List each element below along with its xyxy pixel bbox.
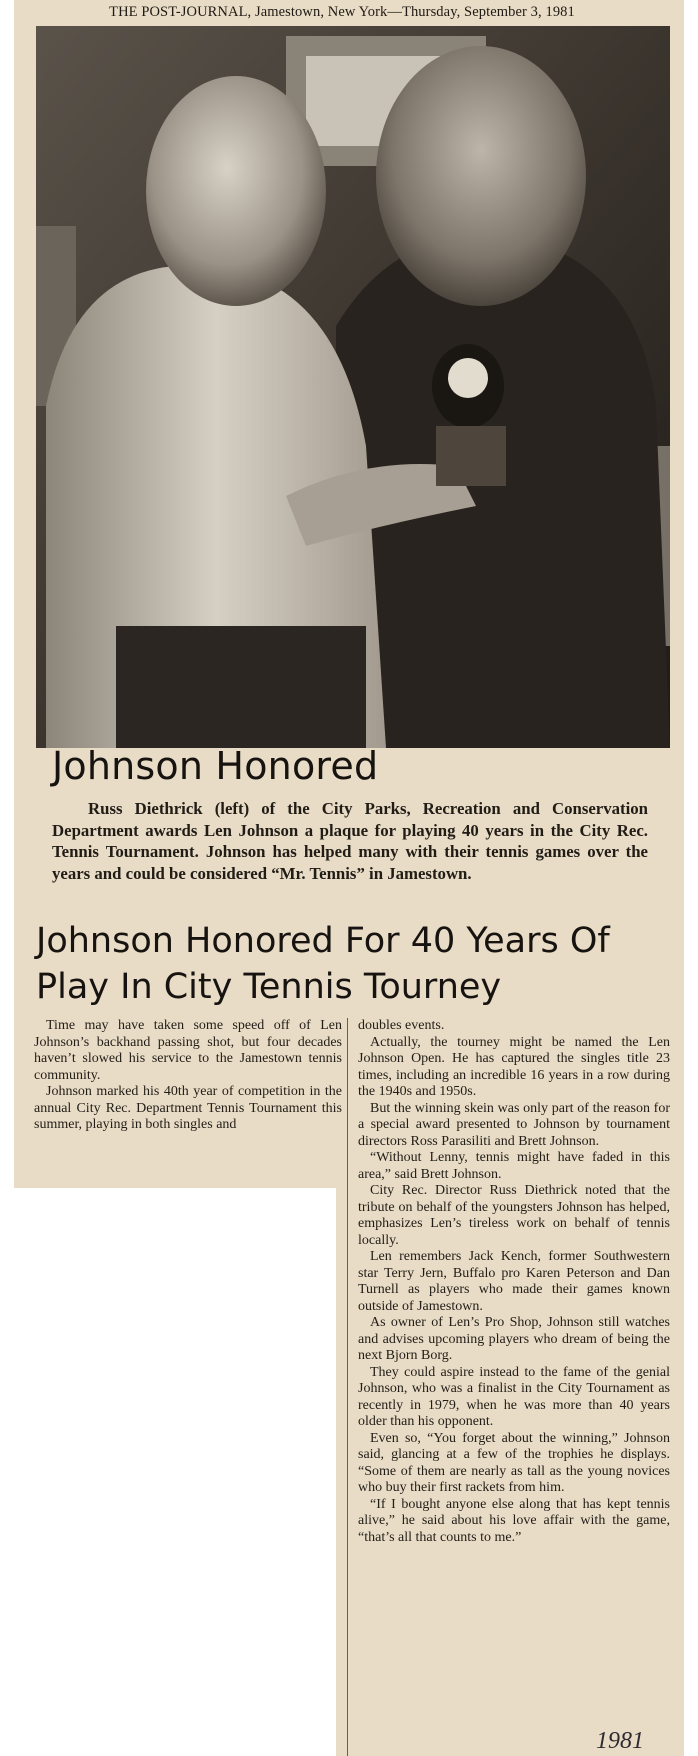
article-paragraph: But the winning skein was only part of the reason for a special award presented to Johnson by tournament directors Ross Parasiliti and Brett Johnson. bbox=[358, 1100, 670, 1149]
dateline: THE POST-JOURNAL, Jamestown, New York—Thursday, September 3, 1981 bbox=[109, 4, 575, 20]
article-paragraph: Even so, “You forget about the winning,” Johnson said, glancing at a few of the trophies he displays. “Some of them are nearly as tall as the young novices who buy their first rackets from him. bbox=[358, 1430, 670, 1495]
article-paragraph: “Without Lenny, tennis might have faded in this area,” said Brett Johnson. bbox=[358, 1150, 670, 1182]
article-paragraph: Johnson marked his 40th year of competition in the annual City Rec. Department Tennis Tournament this summer, playing in both singles and bbox=[34, 1084, 342, 1132]
article-paragraph: As owner of Len’s Pro Shop, Johnson still watches and advises upcoming players who dream of being the next Bjorn Borg. bbox=[358, 1315, 670, 1363]
article-paragraph: Time may have taken some speed off of Len Johnson’s backhand passing shot, but four decades haven’t slowed his service to the Jamestown tennis community. bbox=[34, 1018, 342, 1083]
article-headline: Johnson Honored For 40 Years Of Play In City Tennis Tourney bbox=[36, 921, 610, 1007]
article-paragraph: “If I bought anyone else along that has kept tennis alive,” he said about his love affair with the game, “that’s all that counts to me.” bbox=[358, 1496, 670, 1545]
photo-headline: Johnson Honored bbox=[52, 744, 379, 788]
article-column-left bbox=[34, 1018, 342, 1134]
article-paragraph: Len remembers Jack Kench, former Southwestern star Terry Jern, Buffalo pro Karen Peterson and Dan Turnell as players who made their games known outside of Jamestown. bbox=[358, 1249, 670, 1314]
article-paragraph-continued: doubles events. bbox=[358, 1018, 445, 1033]
article-paragraph: They could aspire instead to the fame of the genial Johnson, who was a finalist in the City Tournament as recently in 1979, when he was more than 40 years older than his opponent. bbox=[358, 1364, 670, 1429]
photo-two-men-plaque-icon bbox=[36, 26, 670, 748]
article-paragraph: City Rec. Director Russ Diethrick noted that the tribute on behalf of the youngsters Johnson has helped, emphasizes Len’s tireless work on behalf of tennis locally. bbox=[358, 1183, 670, 1248]
column-divider bbox=[347, 1018, 348, 1756]
handwritten-year: 1981 bbox=[596, 1728, 644, 1754]
news-photo bbox=[36, 26, 670, 748]
photo-caption: Russ Diethrick (left) of the City Parks, Recreation and Conservation Department awards Len Johnson a plaque for playing 40 years in the City Rec. Tennis Tournament. Johnson has helped many with their tennis games over the years and could be considered “Mr. Tennis” in Jamestown. bbox=[52, 799, 648, 883]
article-paragraph: Actually, the tourney might be named the Len Johnson Open. He has captured the singles title 23 times, including an incredible 16 years in a row during the 1940s and 1950s. bbox=[358, 1034, 670, 1099]
article-column-right bbox=[358, 1018, 670, 1546]
